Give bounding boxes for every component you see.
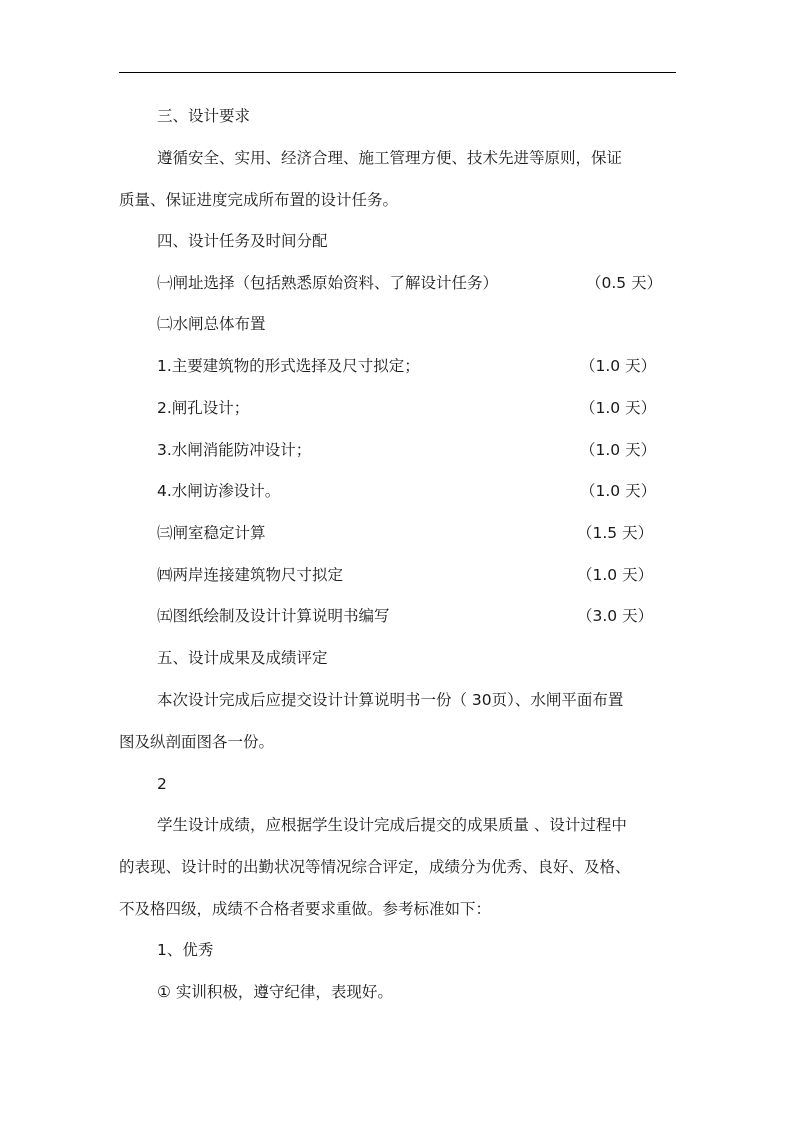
section-3-heading: 三、设计要求 [157, 107, 251, 125]
excellent-item-1: ① 实训积极，遵守纪律，表现好。 [157, 983, 393, 1001]
section-5-heading: 五、设计成果及成绩评定 [157, 649, 328, 667]
task-days: （1.0 天） [580, 357, 657, 375]
grading-line-2: 的表现、设计时的出勤状况等情况综合评定，成绩分为优秀、良好、及格、 [119, 858, 631, 876]
task-days: （0.5 天） [586, 274, 663, 292]
header-rule [119, 72, 676, 73]
task-label: 1.主要建筑物的形式选择及尺寸拟定； [157, 357, 420, 375]
task-days: （1.5 天） [577, 524, 654, 542]
grading-line-3: 不及格四级，成绩不合格者要求重做。参考标准如下： [119, 900, 492, 918]
page-marker: 2 [157, 775, 167, 793]
task-days: （1.0 天） [580, 482, 657, 500]
task-days: （1.0 天） [580, 441, 657, 459]
excellent-heading: 1、优秀 [157, 941, 214, 959]
section-3-body-line-1: 遵循安全、实用、经济合理、施工管理方便、技术先进等原则，保证 [157, 149, 623, 167]
task-days: （3.0 天） [577, 607, 654, 625]
task-days: （1.0 天） [577, 566, 654, 584]
task-label: ㈤图纸绘制及设计计算说明书编写 [157, 607, 390, 625]
task-label: ㈠闸址选择（包括熟悉原始资料、了解设计任务） [157, 274, 499, 292]
section-5-body-line-1: 本次设计完成后应提交设计计算说明书一份（ 30页）、水闸平面布置 [157, 691, 624, 709]
task-label: ㈡水闸总体布置 [157, 315, 266, 333]
section-5-body-line-2: 图及纵剖面图各一份。 [119, 733, 275, 751]
task-days: （1.0 天） [580, 399, 657, 417]
task-label: 3.水闸消能防冲设计； [157, 441, 312, 459]
grading-line-1: 学生设计成绩，应根据学生设计完成后提交的成果质量 、设计过程中 [157, 816, 627, 834]
section-4-heading: 四、设计任务及时间分配 [157, 232, 328, 250]
task-label: 2.闸孔设计； [157, 399, 250, 417]
task-label: ㈣两岸连接建筑物尺寸拟定 [157, 566, 344, 584]
task-label: ㈢闸室稳定计算 [157, 524, 266, 542]
section-3-body-line-2: 质量、保证进度完成所布置的设计任务。 [119, 191, 399, 209]
task-label: 4.水闸访渗设计。 [157, 482, 281, 500]
